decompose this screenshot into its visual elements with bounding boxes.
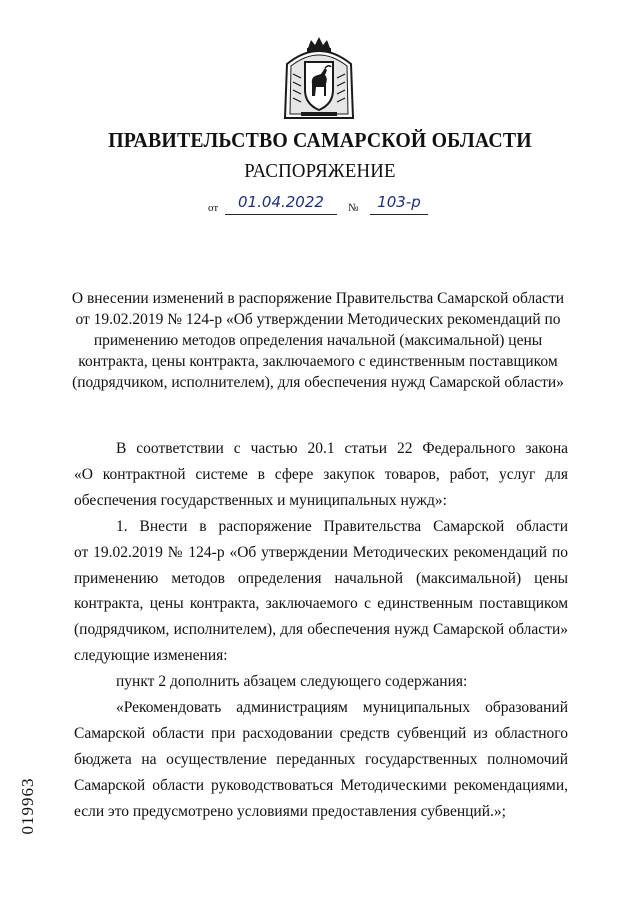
- text-line: Самарской области руководствоваться Методическими рекомендациями,: [74, 776, 568, 794]
- coat-of-arms-icon: [281, 34, 357, 120]
- intro-paragraph: [74, 436, 568, 514]
- subject-line: от 19.02.2019 № 124-р «Об утверждении Методических рекомендаций по: [75, 311, 561, 328]
- registration-number-text: 019963: [18, 777, 37, 835]
- text-line: Самарской области при расходовании средств субвенций из областного: [74, 724, 568, 742]
- text-line: применению методов определения начальной (максимальной) цены: [74, 569, 568, 587]
- text-line: «Рекомендовать администрациям муниципальных образований: [116, 699, 568, 717]
- subject-line: контракта, цены контракта, заключаемого с единственным поставщиком: [78, 353, 558, 370]
- text-line: В соответствии с частью 20.1 статьи 22 Федерального закона: [116, 440, 568, 457]
- document-number: 103-р: [370, 192, 428, 215]
- point-2-paragraph: [74, 669, 568, 695]
- text-line: «О контрактной системе в сфере закупок товаров, работ, услуг для: [74, 465, 568, 483]
- subject-line: применению методов определения начальной (максимальной) цены: [93, 332, 543, 349]
- number-label: №: [348, 202, 359, 214]
- text-line: следующие изменения:: [74, 647, 228, 665]
- text-line: от 19.02.2019 № 124-р «Об утверждении Методических рекомендаций по: [74, 543, 568, 561]
- document-subject: [68, 288, 568, 393]
- text-line: пункт 2 дополнить абзацем следующего содержания:: [116, 673, 468, 691]
- document-type: РАСПОРЯЖЕНИЕ: [244, 160, 396, 182]
- text-line: 1. Внести в распоряжение Правительства Самарской области: [116, 517, 568, 535]
- dateline: [208, 192, 448, 218]
- document-body: [74, 436, 568, 825]
- text-line: если это предусмотрено условиями предоставления субвенций.»;: [74, 802, 506, 820]
- quoted-paragraph: [74, 695, 568, 825]
- text-line: контракта, цены контракта, заключаемого с единственным поставщиком: [74, 595, 568, 613]
- text-line: обеспечения государственных и муниципальных нужд»:: [74, 491, 447, 509]
- document-date: 01.04.2022: [225, 192, 337, 215]
- text-line: (подрядчиком, исполнителем), для обеспечения нужд Самарской области»: [74, 621, 568, 639]
- subject-line: О внесении изменений в распоряжение Правительства Самарской области: [71, 290, 565, 307]
- item-1-paragraph: [74, 514, 568, 669]
- registration-number: [18, 766, 38, 846]
- subject-line: (подрядчиком, исполнителем), для обеспечения нужд Самарской области»: [72, 374, 564, 391]
- text-line: бюджета на осуществление переданных государственных полномочий: [74, 750, 568, 768]
- date-label: от: [208, 202, 219, 214]
- government-title: ПРАВИТЕЛЬСТВО САМАРСКОЙ ОБЛАСТИ: [108, 128, 532, 152]
